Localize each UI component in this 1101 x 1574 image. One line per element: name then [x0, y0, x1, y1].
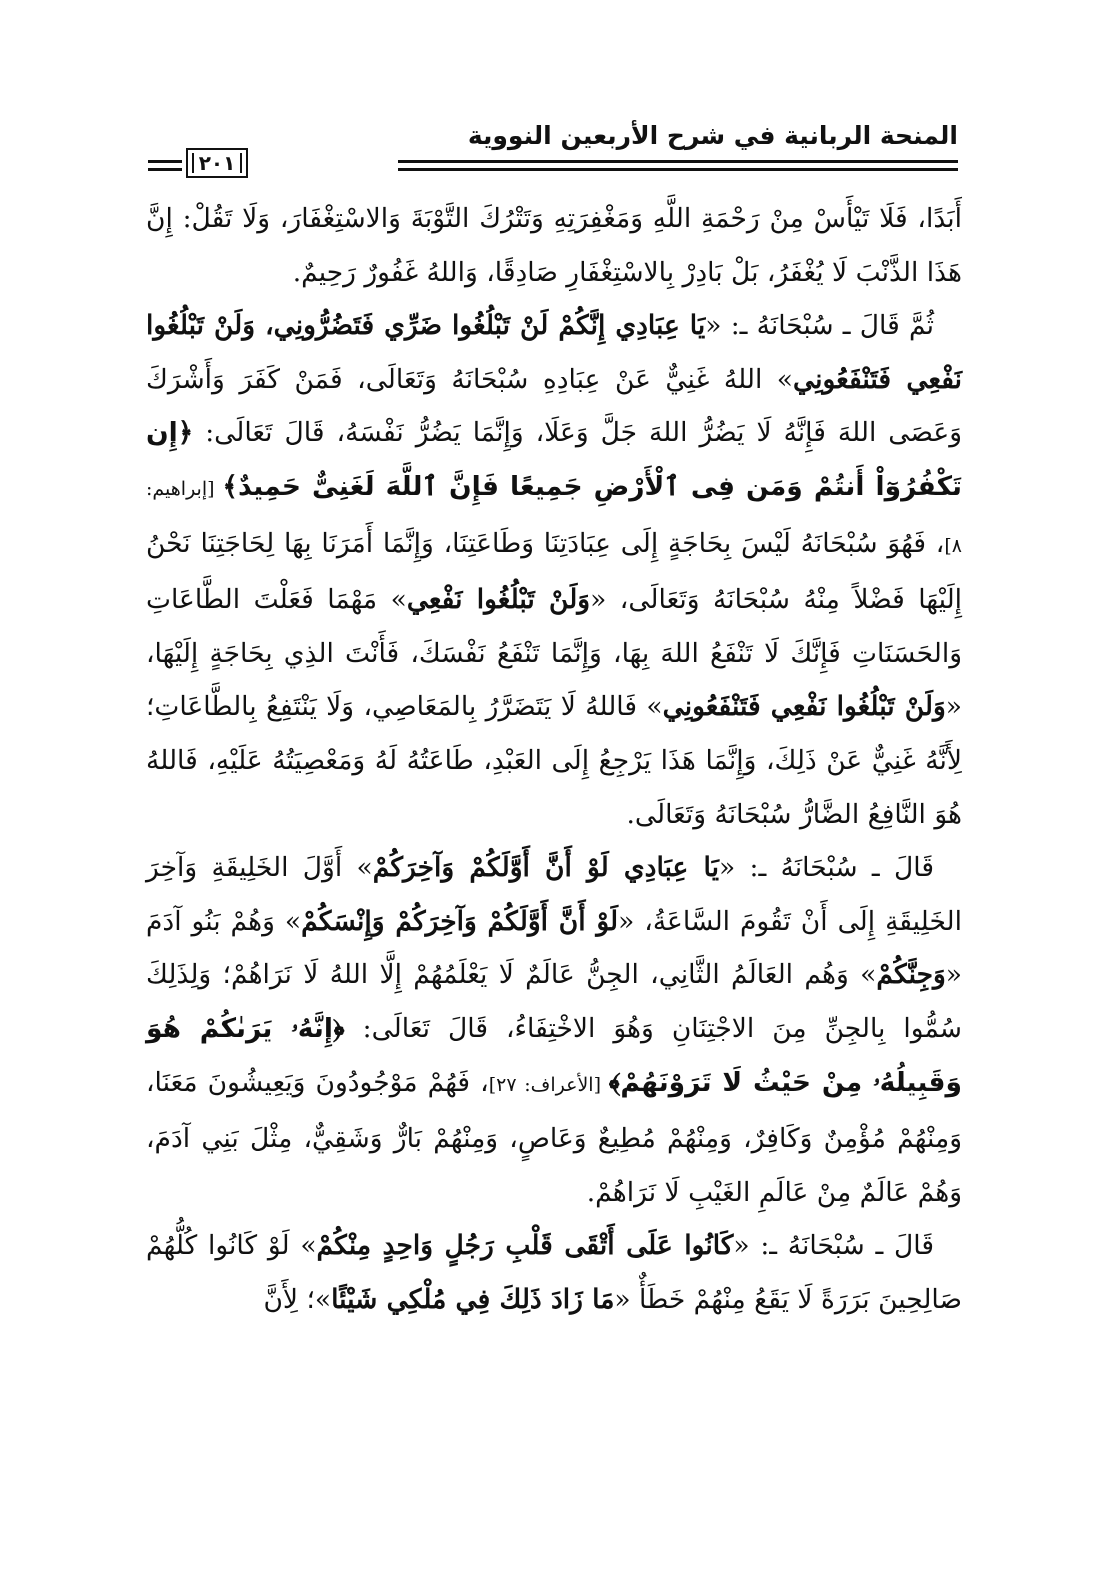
hadith-quote: لَوْ أَنَّ أَوَّلَكُمْ وَآخِرَكُمْ وَإِنْسَكُمْ [301, 905, 619, 937]
text-span: » اللهُ غَنِيٌّ عَنْ عِبَادِهِ سُبْحَانَهُ وَتَعَالَى، فَمَنْ كَفَرَ وَأَشْرَكَ وَعَصَى اللهَ فَإِنَّهُ لَا يَضُرُّ اللهَ جَلَّ وَعَلَا، وَإِنَّمَا يَضُرُّ نَفْسَهُ، قَالَ تَعَالَى: [146, 363, 962, 449]
text-span: قَالَ ـ سُبْحَانَهُ ـ: « [718, 852, 934, 884]
page-number: ٢٠١ [186, 148, 248, 178]
hadith-quote: وَلَنْ تَبْلُغُوا نَفْعِي فَتَنْفَعُونِي [662, 691, 946, 723]
page-header [148, 118, 958, 182]
paragraph-4 [146, 1219, 962, 1326]
paragraph-2 [146, 299, 962, 841]
header-rule-short [148, 160, 182, 172]
text-span: ، فَهُوَ سُبْحَانَهُ لَيْسَ بِحَاجَةٍ إِلَى عِبَادَتِنَا وَطَاعَتِنَا، وَإِنَّمَا أَمَرَنَا بِهَا لِحَاجَتِنَا نَحْنُ إِلَيْهَا فَضْلاً مِنْهُ سُبْحَانَهُ وَتَعَالَى، « [146, 527, 963, 616]
text-span: » فَاللهُ لَا يَتَضَرَّرُ بِالمَعَاصِي، وَلَا يَنْتَفِعُ بِالطَّاعَاتِ؛ لِأَنَّهُ غَنِيٌّ عَنْ ذَلِكَ، وَإِنَّمَا هَذَا يَرْجِعُ إِلَى العَبْدِ، طَاعَتُهُ لَهُ وَمَعْصِيَتُهُ عَلَيْهِ، فَاللهُ هُوَ النَّافِعُ الضَّارُّ سُبْحَانَهُ وَتَعَالَى. [146, 691, 962, 830]
hadith-quote: يَا عِبَادِي إِنَّكُمْ لَنْ تَبْلُغُوا ضَرِّي فَتَضُرُّونِي، وَلَنْ تَبْلُغُوا نَفْعِي فَتَنْفَعُونِي [146, 310, 962, 395]
body-text [146, 192, 962, 1326]
text-span: أَبَدًا، فَلَا تَيْأَسْ مِنْ رَحْمَةِ اللَّهِ وَمَغْفِرَتِهِ وَتَتْرُكَ التَّوْبَةَ وَالاسْتِغْفَارَ، وَلَا تَقُلْ: إِنَّ هَذَا الذَّنْبَ لَا يُغْفَرُ، بَلْ بَادِرْ بِالاسْتِغْفَارِ صَادِقًا، وَاللهُ غَفُورٌ رَحِيمٌ. [146, 203, 962, 288]
text-span: » لَوْ كَانُوا كُلُّهُمْ صَالِحِينَ بَرَرَةً لَا يَقَعُ مِنْهُمْ خَطَأٌ « [146, 1230, 962, 1315]
hadith-quote: يَا عِبَادِي لَوْ أَنَّ أَوَّلَكُمْ وَآخِرَكُمْ [372, 852, 719, 884]
text-span: » أَوَّلَ الخَلِيقَةِ وَآخِرَ الخَلِيقَةِ إِلَى أَنْ تَقُومَ السَّاعَةُ، « [146, 852, 962, 937]
verse-reference: [إبراهيم: ٨] [146, 477, 962, 557]
text-span: » مَهْمَا فَعَلْتَ الطَّاعَاتِ وَالحَسَنَاتِ فَإِنَّكَ لَا تَنْفَعُ اللهَ بِهَا، وَإِنَّمَا تَنْفَعُ نَفْسَكَ، فَأَنْتَ الذِي بِحَاجَةٍ إِلَيْهَا، « [146, 584, 963, 723]
text-span: ، فَهُمْ مَوْجُودُونَ وَيَعِيشُونَ مَعَنَا، وَمِنْهُمْ مُؤْمِنٌ وَكَافِرٌ، وَمِنْهُمْ مُطِيعٌ وَعَاصٍ، وَمِنْهُمْ بَارٌّ وَشَقِيٌّ، مِثْلَ بَنِي آدَمَ، وَهُمْ عَالَمٌ مِنْ عَالَمِ الغَيْبِ لَا نَرَاهُمْ. [146, 1066, 962, 1208]
header-rule-long [398, 160, 958, 172]
paragraph-3 [146, 841, 962, 1219]
text-span: » وَهُمْ بَنُو آدَمَ « [146, 905, 962, 991]
hadith-quote: مَا زَادَ ذَلِكَ فِي مُلْكِي شَيْئًا [331, 1283, 615, 1315]
text-span: »؛ لِأَنَّ [263, 1283, 332, 1315]
paragraph-1 [146, 192, 962, 299]
hadith-quote: وَلَنْ تَبْلُغُوا نَفْعِي [406, 584, 591, 616]
quran-verse: ﴿إِن تَكْفُرُوٓاْ أَنتُمْ وَمَن فِى ٱلْأَرْضِ جَمِيعًا فَإِنَّ ٱللَّهَ لَغَنِىٌّ حَمِيدٌ﴾ [146, 417, 962, 502]
hadith-quote: وَجِنَّكُمْ [876, 959, 946, 991]
text-span: ثُمَّ قَالَ ـ سُبْحَانَهُ ـ: « [705, 310, 935, 342]
verse-reference: [الأعراف: ٢٧] [488, 1073, 609, 1096]
quran-verse: ﴿إِنَّهُۥ يَرَىٰكُمْ هُوَ وَقَبِيلُهُۥ مِنْ حَيْثُ لَا تَرَوْنَهُمْ﴾ [146, 1012, 962, 1098]
book-title: المنحة الربانية في شرح الأربعين النووية [467, 121, 958, 150]
hadith-quote: كَانُوا عَلَى أَتْقَى قَلْبِ رَجُلٍ وَاحِدٍ مِنْكُمْ [316, 1230, 734, 1262]
text-span: » وَهُم العَالَمُ الثَّانِي، الجِنُّ عَالَمٌ لَا يَعْلَمُهُمْ إِلَّا اللهُ لَا نَرَاهُمْ؛ وَلِذَلِكَ سُمُّوا بِالجِنِّ مِنَ الاجْتِنَانِ وَهُوَ الاخْتِفَاءُ، قَالَ تَعَالَى: [146, 959, 962, 1044]
text-span: قَالَ ـ سُبْحَانَهُ ـ: « [733, 1230, 934, 1262]
